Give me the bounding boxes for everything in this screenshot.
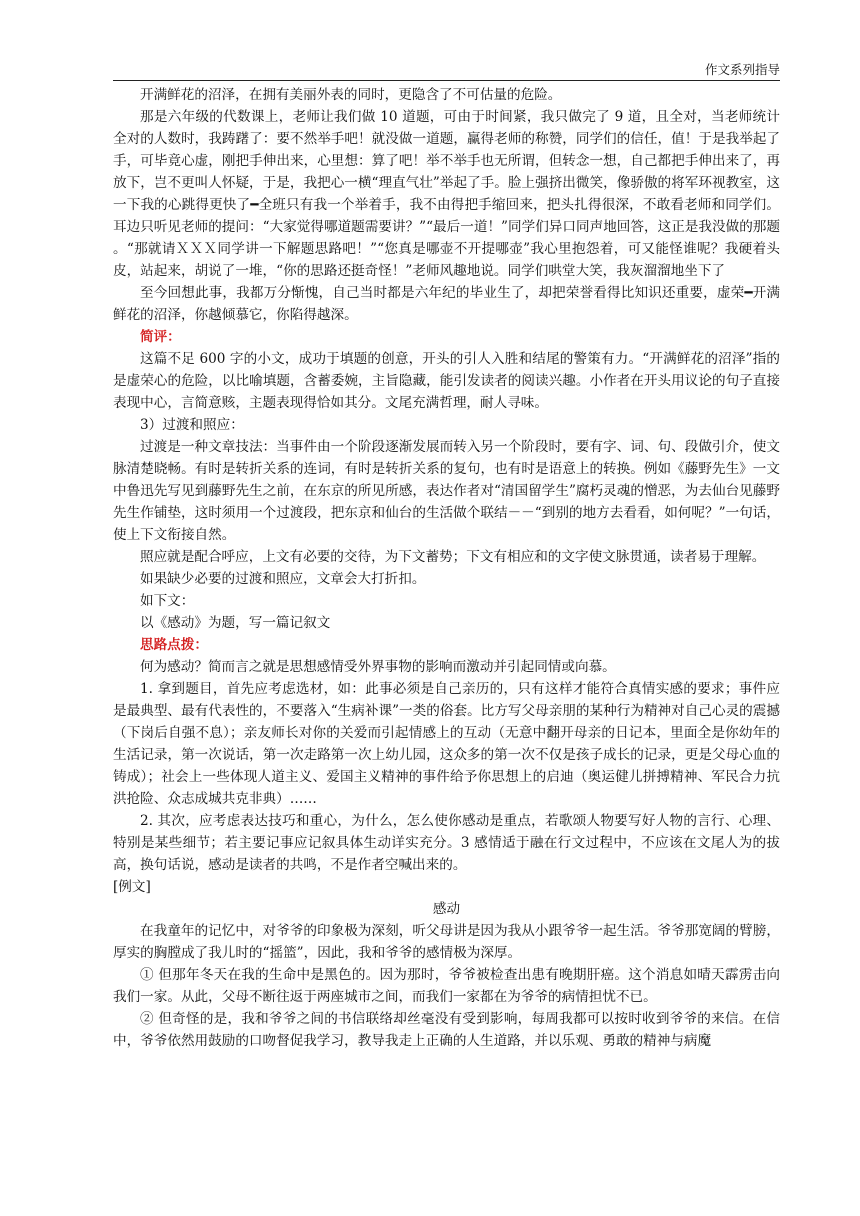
paragraph: 这篇不足 600 字的小文，成功于填题的创意，开头的引人入胜和结尾的警策有力。“开满鲜花的沼泽”指的是虚荣心的危险，以比喻填题，含蓄委婉，主旨隐藏，能引发读者的阅读兴趣。小作者在开头用议论的句子直接表现中心，言简意赅，主题表现得恰如其分。文尾充满哲理，耐人寻味。 [113, 351, 780, 411]
example-label: [例文] [113, 879, 151, 895]
paragraph: 那是六年级的代数课上，老师让我们做 10 道题，可由于时间紧，我只做完了 9 道，且全对，当老师统计全对的人数时，我踌躇了：要不然举手吧！就没做一道题，赢得老师的称赞，同学们的信任，值！于是我举起了手，可毕竟心虚，刚把手伸出来，心里想：算了吧！举不举手也无所谓，但转念一想，自己都把手伸出来了，再放下，岂不更叫人怀疑，于是，我把心一横“理直气壮”举起了手。脸上强挤出微笑，像骄傲的将军环视教室，这一下我的心跳得更快了━全班只有我一个举着手，我不由得把手缩回来，把头扎得很深，不敢看老师和同学们。耳边只听见老师的提问：“大家觉得哪道题需要讲？”“最后一道！”同学们异口同声地回答，这正是我没做的那题 。“那就请ＸＸＸ同学讲一下解题思路吧！”“您真是哪壶不开提哪壶”我心里抱怨着，可又能怪谁呢？我硬着头皮，站起来，胡说了一堆，“你的思路还挺奇怪！”老师风趣地说。同学们哄堂大笑，我灰溜溜地坐下了 [113, 109, 780, 279]
document-body [113, 84, 780, 1052]
section-heading: 3）过渡和照应： [140, 417, 244, 433]
paragraph: 过渡是一种文章技法：当事件由一个阶段逐渐发展而转入另一个阶段时，要有字、词、句、段做引介，使文脉清楚晓畅。有时是转折关系的连词，有时是转折关系的复句，也有时是语意上的转换。例如《藤野先生》一文中鲁迅先写见到藤野先生之前，在东京的所见所感，表达作者对“清国留学生”腐朽灵魂的憎恶，为去仙台见藤野先生作铺垫，这时须用一个过渡段，把东京和仙台的生活做个联结－－“到别的地方去看看，如何呢？”一句话，使上下文衔接自然。 [113, 439, 780, 543]
paragraph: 开满鲜花的沼泽，在拥有美丽外表的同时，更隐含了不可估量的危险。 [140, 87, 562, 103]
paragraph: 照应就是配合呼应，上文有必要的交待，为下文蓄势；下文有相应和的文字使文脉贯通，读者易于理解。 [140, 549, 766, 565]
paragraph: 至今回想此事，我都万分惭愧，自己当时都是六年纪的毕业生了，却把荣誉看得比知识还重要，虚荣━开满鲜花的沼泽，你越倾慕它，你陷得越深。 [113, 285, 780, 323]
paragraph: 2. 其次，应考虑表达技巧和重心，为什么，怎么使你感动是重点，若歌颂人物要写好人物的言行、心理、特别是某些细节；若主要记事应记叙具体生动详实充分。3 感情适于融在行文过程中，不应该在文尾人为的拔高，换句话说，感动是读者的共鸣，不是作者空喊出来的。 [113, 813, 780, 873]
paragraph: 在我童年的记忆中，对爷爷的印象极为深刻，听父母讲是因为我从小跟爷爷一起生活。爷爷那宽阔的臂膀，厚实的胸膛成了我儿时的“摇篮”，因此，我和爷爷的感情极为深厚。 [113, 923, 780, 961]
page-header [113, 62, 780, 81]
comment-heading: 简评： [140, 329, 181, 345]
paragraph: 1. 拿到题目，首先应考虑选材，如：此事必须是自己亲历的，只有这样才能符合真情实感的要求；事件应是最典型、最有代表性的，不要落入“生病补课”一类的俗套。比方写父母亲朋的某种行为精神对自己心灵的震撼（下岗后自强不息）；亲友师长对你的关爱而引起情感上的互动（无意中翻开母亲的日记本，里面全是你幼年的生活记录，第一次说话，第一次走路第一次上幼儿园，这众多的第一次不仅是孩子成长的记录，更是父母心血的铸成）；社会上一些体现人道主义、爱国主义精神的事件给予你思想上的启迪（奥运健儿拼搏精神、军民合力抗洪抢险、众志成城共克非典）…… [113, 681, 780, 807]
guidance-heading: 思路点拨： [140, 637, 208, 653]
paragraph: ② 但奇怪的是，我和爷爷之间的书信联络却丝毫没有受到影响，每周我都可以按时收到爷爷的来信。在信中，爷爷依然用鼓励的口吻督促我学习，教导我走上正确的人生道路，并以乐观、勇敢的精神与病魔 [113, 1011, 780, 1049]
paragraph: 如果缺少必要的过渡和照应，文章会大打折扣。 [140, 571, 426, 587]
paragraph: 何为感动？简而言之就是思想感情受外界事物的影响而激动并引起同情或向慕。 [140, 659, 616, 675]
paragraph: ① 但那年冬天在我的生命中是黑色的。因为那时，爷爷被检查出患有晚期肝癌。这个消息如晴天霹雳击向我们一家。从此，父母不断往返于两座城市之间，而我们一家都在为爷爷的病情担忧不已。 [113, 967, 780, 1005]
paragraph: 以《感动》为题，写一篇记叙文 [140, 615, 331, 631]
paragraph: 如下文： [140, 593, 195, 609]
essay-title: 感动 [432, 901, 461, 917]
header-title: 作文系列指导 [704, 62, 780, 77]
